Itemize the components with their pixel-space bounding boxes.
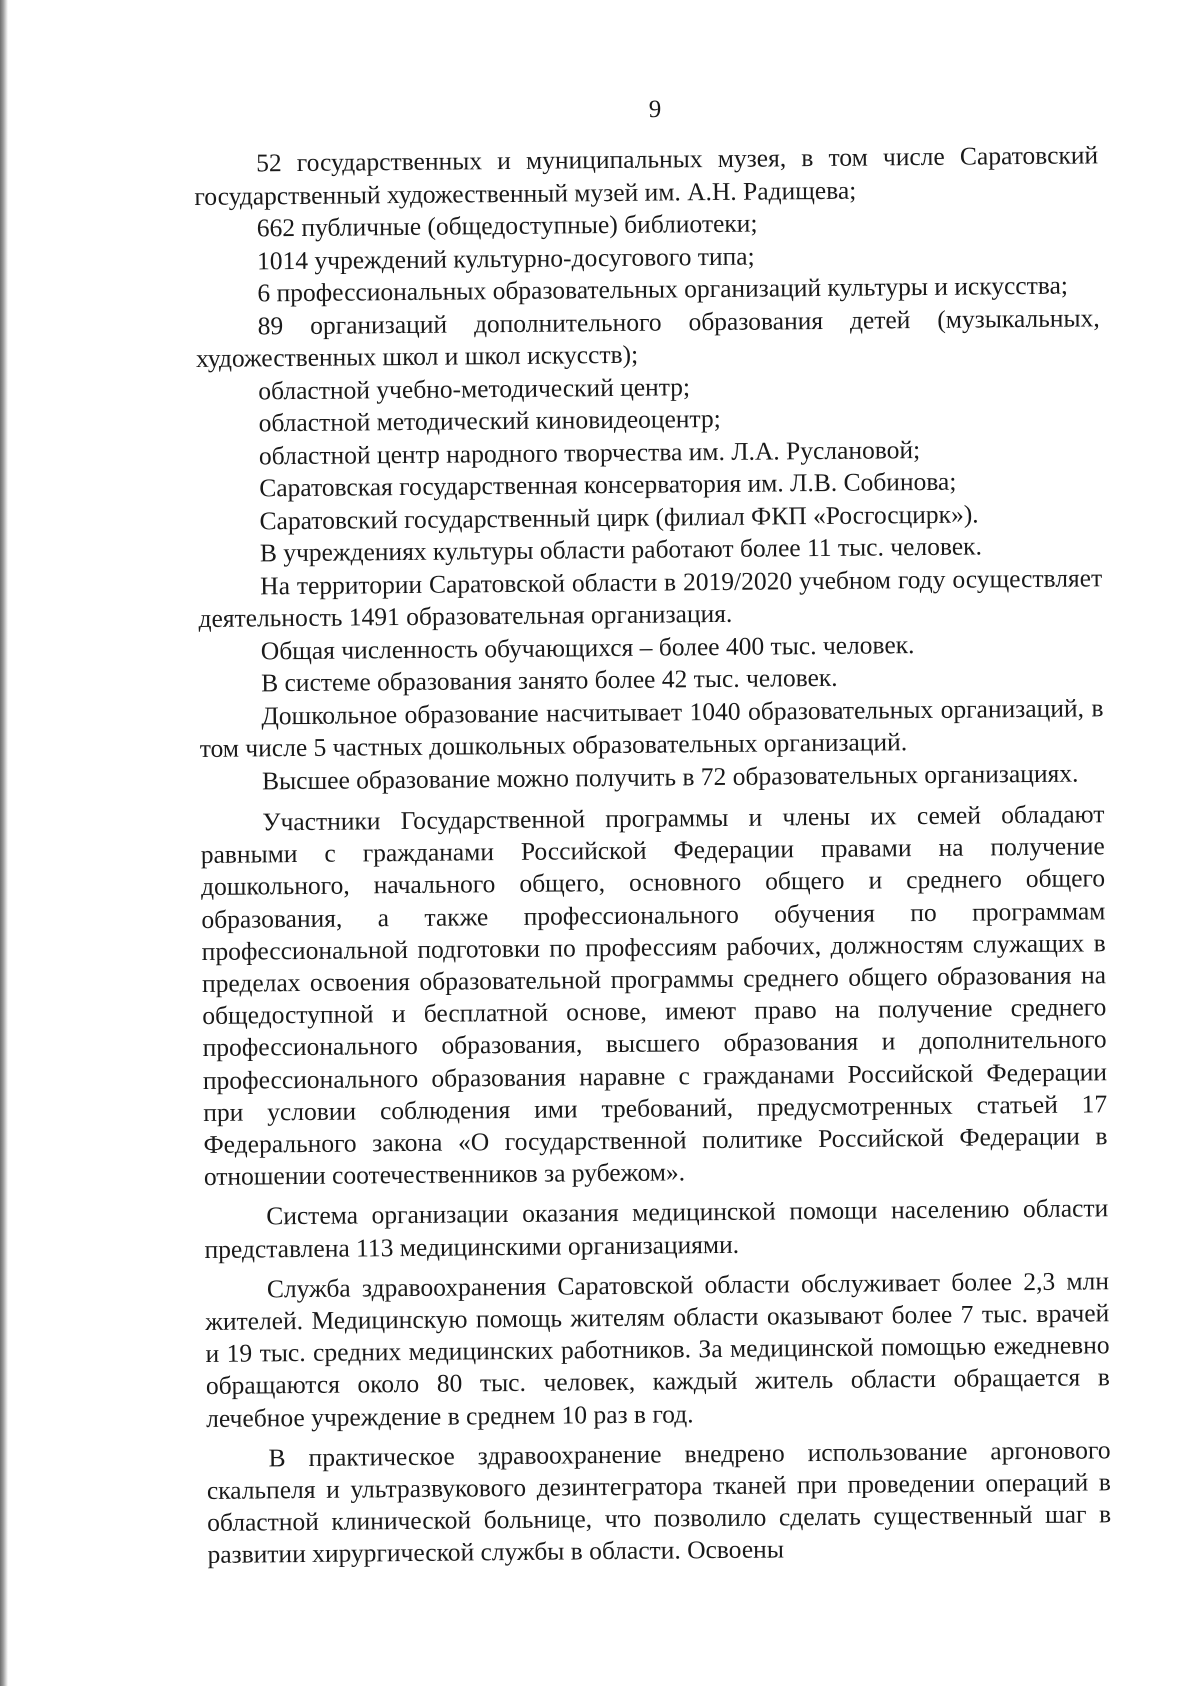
list-item: Высшее образование можно получить в 72 образовательных организациях. bbox=[261, 758, 1079, 795]
scan-edge bbox=[0, 0, 8, 1686]
page-number: 9 bbox=[648, 96, 662, 123]
institutions-list bbox=[194, 139, 1104, 798]
paragraph-compatriots-rights: Участники Государственной программы и члены их семей обладают равными с гражданами Российской Федерации правами на получение дошкольного, начального общего, основного общего и среднего общего образования, а также профессионального обучения по программам профессиональной подготовки по профессиям рабочих, должностям служащих в пределах освоения образовательной программы среднего общего образования на общедоступной и бесплатной основе, имеют право на получение среднего профессионального образования, высшего образования и дополнительного профессионального образования наравне с гражданами Российской Федерации при условии соблюдения ими требований, предусмотренных статьей 17 Федерального закона «О государственной политике Российской Федерации в отношении соотечественников за рубежом». bbox=[200, 799, 1108, 1192]
list-item: На территории Саратовской области в 2019/2020 учебном году осуществляет деятельность 1491 образовательная организация. bbox=[198, 562, 1103, 633]
list-item: В учреждениях культуры области работают более 11 тыс. человек. bbox=[259, 531, 983, 568]
list-item: 52 государственных и муниципальных музея, в том числе Саратовский государственный художественный музей им. А.Н. Радищева; bbox=[194, 140, 1099, 211]
list-item: Саратовская государственная консерватория им. Л.В. Собинова; bbox=[259, 466, 957, 503]
list-item: областной учебно-методический центр; bbox=[258, 371, 691, 405]
paragraph-surgery-innovation: В практическое здравоохранение внедрено использование аргонового скальпеля и ультразвукового дезинтегратора тканей при проведении операций в областной клинической больнице, что позволило сделать существенный шаг в развитии хирургической службы в области. Освоены bbox=[206, 1435, 1112, 1570]
list-item: 1014 учреждений культурно-досугового типа; bbox=[256, 241, 755, 275]
list-item: 662 публичные (общедоступные) библиотеки; bbox=[256, 208, 758, 243]
list-item: Саратовский государственный цирк (филиал ФКП «Росгосцирк»). bbox=[259, 498, 979, 535]
list-item: областной центр народного творчества им. Л.А. Руслановой; bbox=[258, 434, 921, 470]
list-item: областной методический киновидеоцентр; bbox=[258, 403, 721, 438]
list-item: 89 организаций дополнительного образования детей (музыкальных, художественных школ и школ искусств); bbox=[195, 302, 1100, 373]
body-paragraphs bbox=[200, 798, 1111, 1571]
page-body bbox=[194, 139, 1112, 1571]
list-item: Дошкольное образование насчитывает 1040 образовательных организаций, в том числе 5 частных дошкольных образовательных организаций. bbox=[199, 692, 1104, 763]
paragraph-healthcare-service: Служба здравоохранения Саратовской области обслуживает более 2,3 млн жителей. Медицинскую помощь жителям области оказывают более 7 тыс. врачей и 19 тыс. средних медицинских работников. За медицинской помощью ежедневно обращаются около 80 тыс. человек, каждый житель области обращается в лечебное учреждение в среднем 10 раз в год. bbox=[205, 1266, 1110, 1433]
list-item: 6 профессиональных образовательных организаций культуры и искусства; bbox=[257, 270, 1069, 308]
list-item: В системе образования занято более 42 тыс. человек. bbox=[260, 662, 838, 698]
paragraph-medical-organizations: Система организации оказания медицинской помощи населению области представлена 113 медицинскими организациями. bbox=[204, 1193, 1109, 1264]
list-item: Общая численность обучающихся – более 400 тыс. человек. bbox=[260, 629, 915, 665]
